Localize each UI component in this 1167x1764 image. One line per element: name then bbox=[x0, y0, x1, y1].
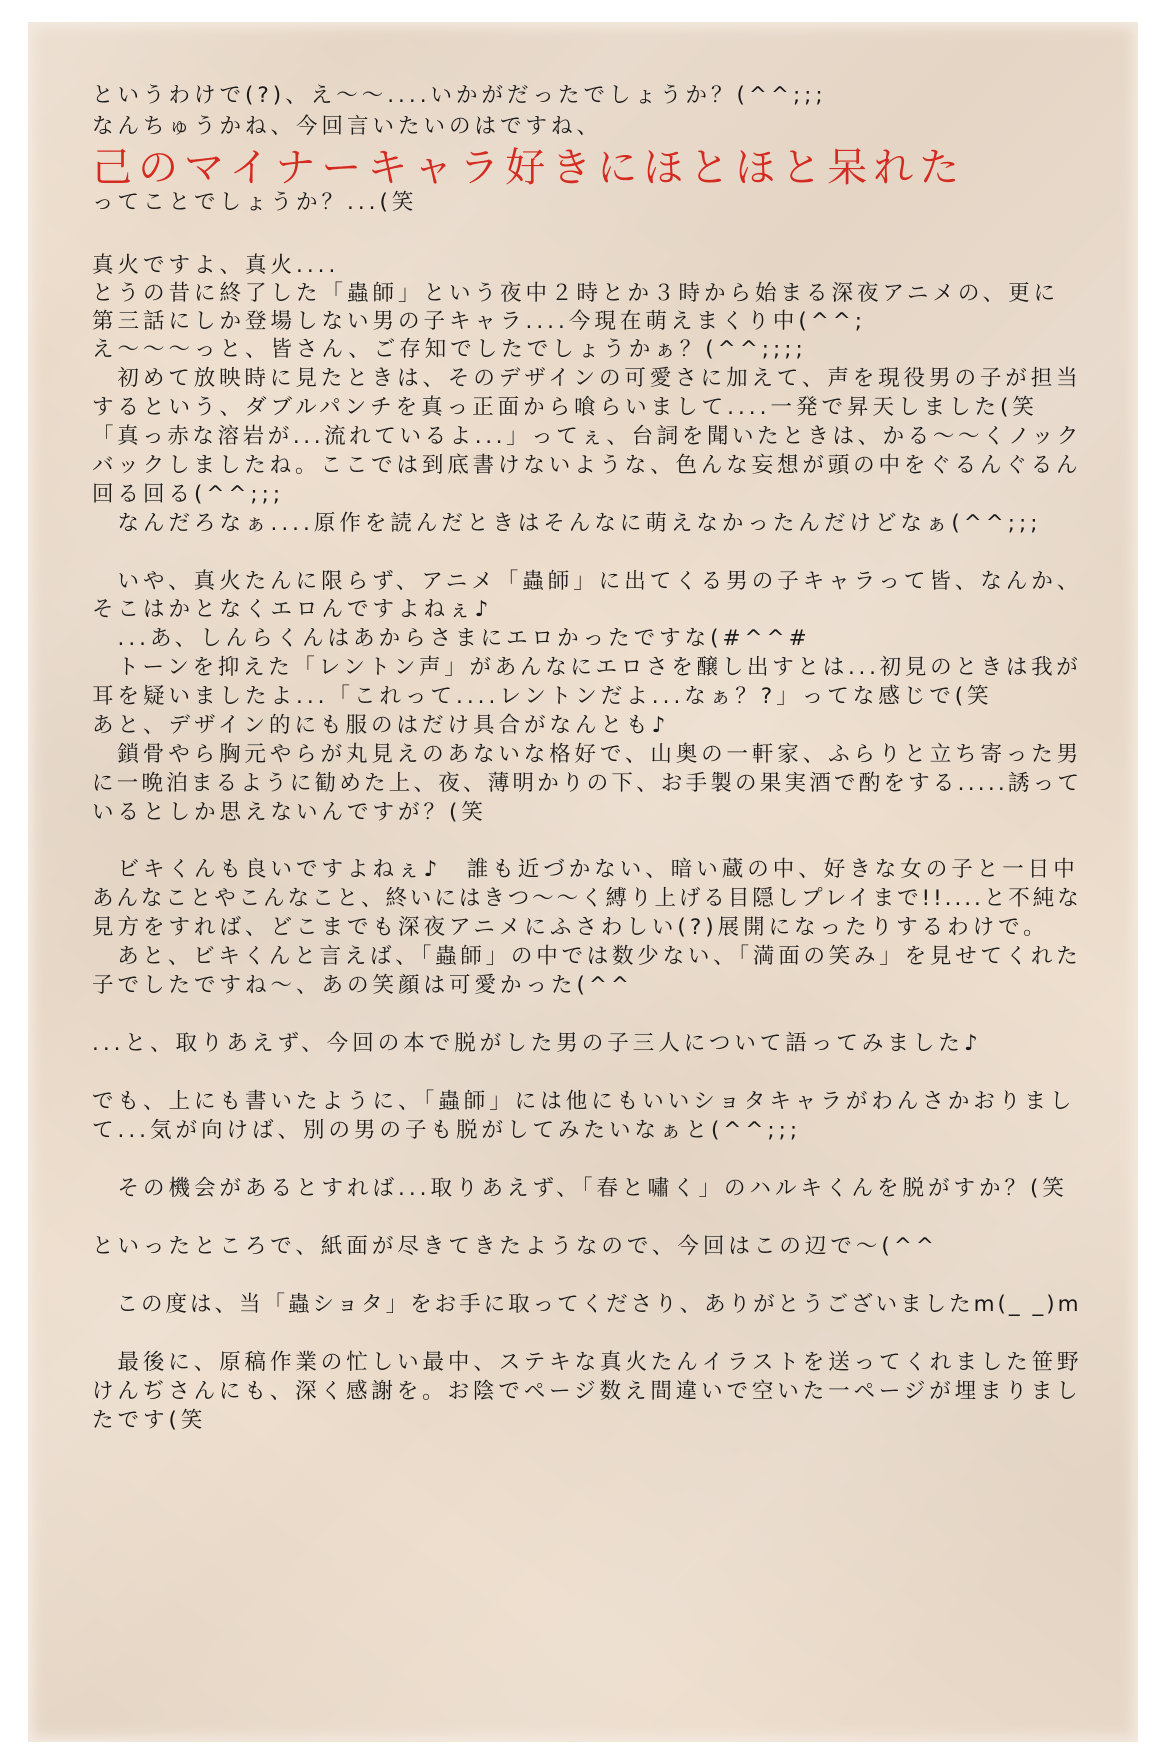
body-line: その機会があるとすれば...取りあえず、「春と嘯く」のハルキくんを脱がすか？(笑 bbox=[92, 1176, 1068, 1201]
body-line: そこはかとなくエロんですよねぇ♪ bbox=[92, 597, 493, 622]
body-line: 耳を疑いましたよ...「これって....レントンだよ...なぁ？?」ってな感じで(笑 bbox=[92, 684, 993, 709]
body-line: 真火ですよ、真火.... bbox=[92, 253, 340, 278]
body-line: この度は、当「蟲ショタ」をお手に取ってくださり、ありがとうございましたm(_ _)m bbox=[92, 1292, 1082, 1317]
body-line: え〜〜〜っと、皆さん、ご存知でしたでしょうかぁ？(^^;;;; bbox=[92, 337, 807, 362]
body-line: 見方をすれば、どこまでも深夜アニメにふさわしい(?)展開になったりするわけで。 bbox=[92, 915, 1049, 940]
body-line: ...と、取りあえず、今回の本で脱がした男の子三人について語ってみました♪ bbox=[92, 1031, 982, 1056]
body-line: でも、上にも書いたように、「蟲師」には他にもいいショタキャラがわんさかおりまし bbox=[92, 1089, 1076, 1114]
body-line: 最後に、原稿作業の忙しい最中、ステキな真火たんイラストを送ってくれました笹野 bbox=[92, 1350, 1083, 1375]
body-line: バックしましたね。ここでは到底書けないような、色んな妄想が頭の中をぐるんぐるん bbox=[92, 453, 1082, 478]
body-line: ...あ、しんらくんはあからさまにエロかったですな(#^^# bbox=[92, 626, 811, 651]
body-line: するという、ダブルパンチを真っ正面から喰らいまして....一発で昇天しました(笑 bbox=[92, 395, 1038, 420]
body-line: なんだろなぁ....原作を読んだときはそんなに萌えなかったんだけどなぁ(^^;;; bbox=[92, 511, 1042, 536]
body-line: けんぢさんにも、深く感謝を。お陰でページ数え間違いで空いた一ページが埋まりまし bbox=[92, 1379, 1082, 1404]
body-line: いや、真火たんに限らず、アニメ「蟲師」に出てくる男の子キャラって皆、なんか、 bbox=[92, 569, 1083, 594]
intro-line-1: というわけで(?)、え〜〜....いかがだったでしょうか？(^^;;; bbox=[92, 83, 827, 108]
body-line: いるとしか思えないんですが？(笑 bbox=[92, 800, 487, 825]
body-line: て...気が向けば、別の男の子も脱がしてみたいなぁと(^^;;; bbox=[92, 1118, 802, 1143]
body-line: 回る回る(^^;;; bbox=[92, 482, 285, 507]
body-line: とうの昔に終了した「蟲師」という夜中２時とか３時から始まる深夜アニメの、更に bbox=[92, 281, 1060, 306]
body-line: ビキくんも良いですよねぇ♪ 誰も近づかない、暗い蔵の中、好きな女の子と一日中 bbox=[92, 857, 1079, 882]
body-line: あと、ビキくんと言えば、「蟲師」の中では数少ない、「満面の笑み」を見せてくれた bbox=[92, 944, 1082, 969]
body-line: 「真っ赤な溶岩が...流れているよ...」ってぇ、台詞を聞いたときは、かる〜〜くノック bbox=[92, 424, 1083, 449]
body-line: といったところで、紙面が尽きてきたようなので、今回はこの辺で〜(^^ bbox=[92, 1234, 938, 1259]
headline: 己のマイナーキャラ好きにほとほと呆れた bbox=[92, 145, 966, 191]
body-line: あんなことやこんなこと、終いにはきつ〜〜く縛り上げる目隠しプレイまで!!....と不純な bbox=[92, 886, 1082, 911]
body-line: 初めて放映時に見たときは、そのデザインの可愛さに加えて、声を現役男の子が担当 bbox=[92, 366, 1082, 391]
after-headline-line: ってことでしょうか？...(笑 bbox=[92, 190, 418, 215]
body-line: トーンを抑えた「レントン声」があんなにエロさを醸し出すとは...初見のときは我が bbox=[92, 655, 1082, 680]
body-line: 子でしたですね〜、あの笑顔は可愛かった(^^ bbox=[92, 973, 633, 998]
body-line: 第三話にしか登場しない男の子キャラ....今現在萌えまくり中(^^; bbox=[92, 309, 867, 334]
intro-line-2: なんちゅうかね、今回言いたいのはですね、 bbox=[92, 114, 603, 139]
body-line: あと、デザイン的にも服のはだけ具合がなんとも♪ bbox=[92, 713, 670, 738]
body-line: たです(笑 bbox=[92, 1408, 207, 1433]
body-line: 鎖骨やら胸元やらが丸見えのあないな格好で、山奥の一軒家、ふらりと立ち寄った男 bbox=[92, 742, 1083, 767]
body-line: に一晩泊まるように勧めた上、夜、薄明かりの下、お手製の果実酒で酌をする.....誘って bbox=[92, 771, 1083, 796]
